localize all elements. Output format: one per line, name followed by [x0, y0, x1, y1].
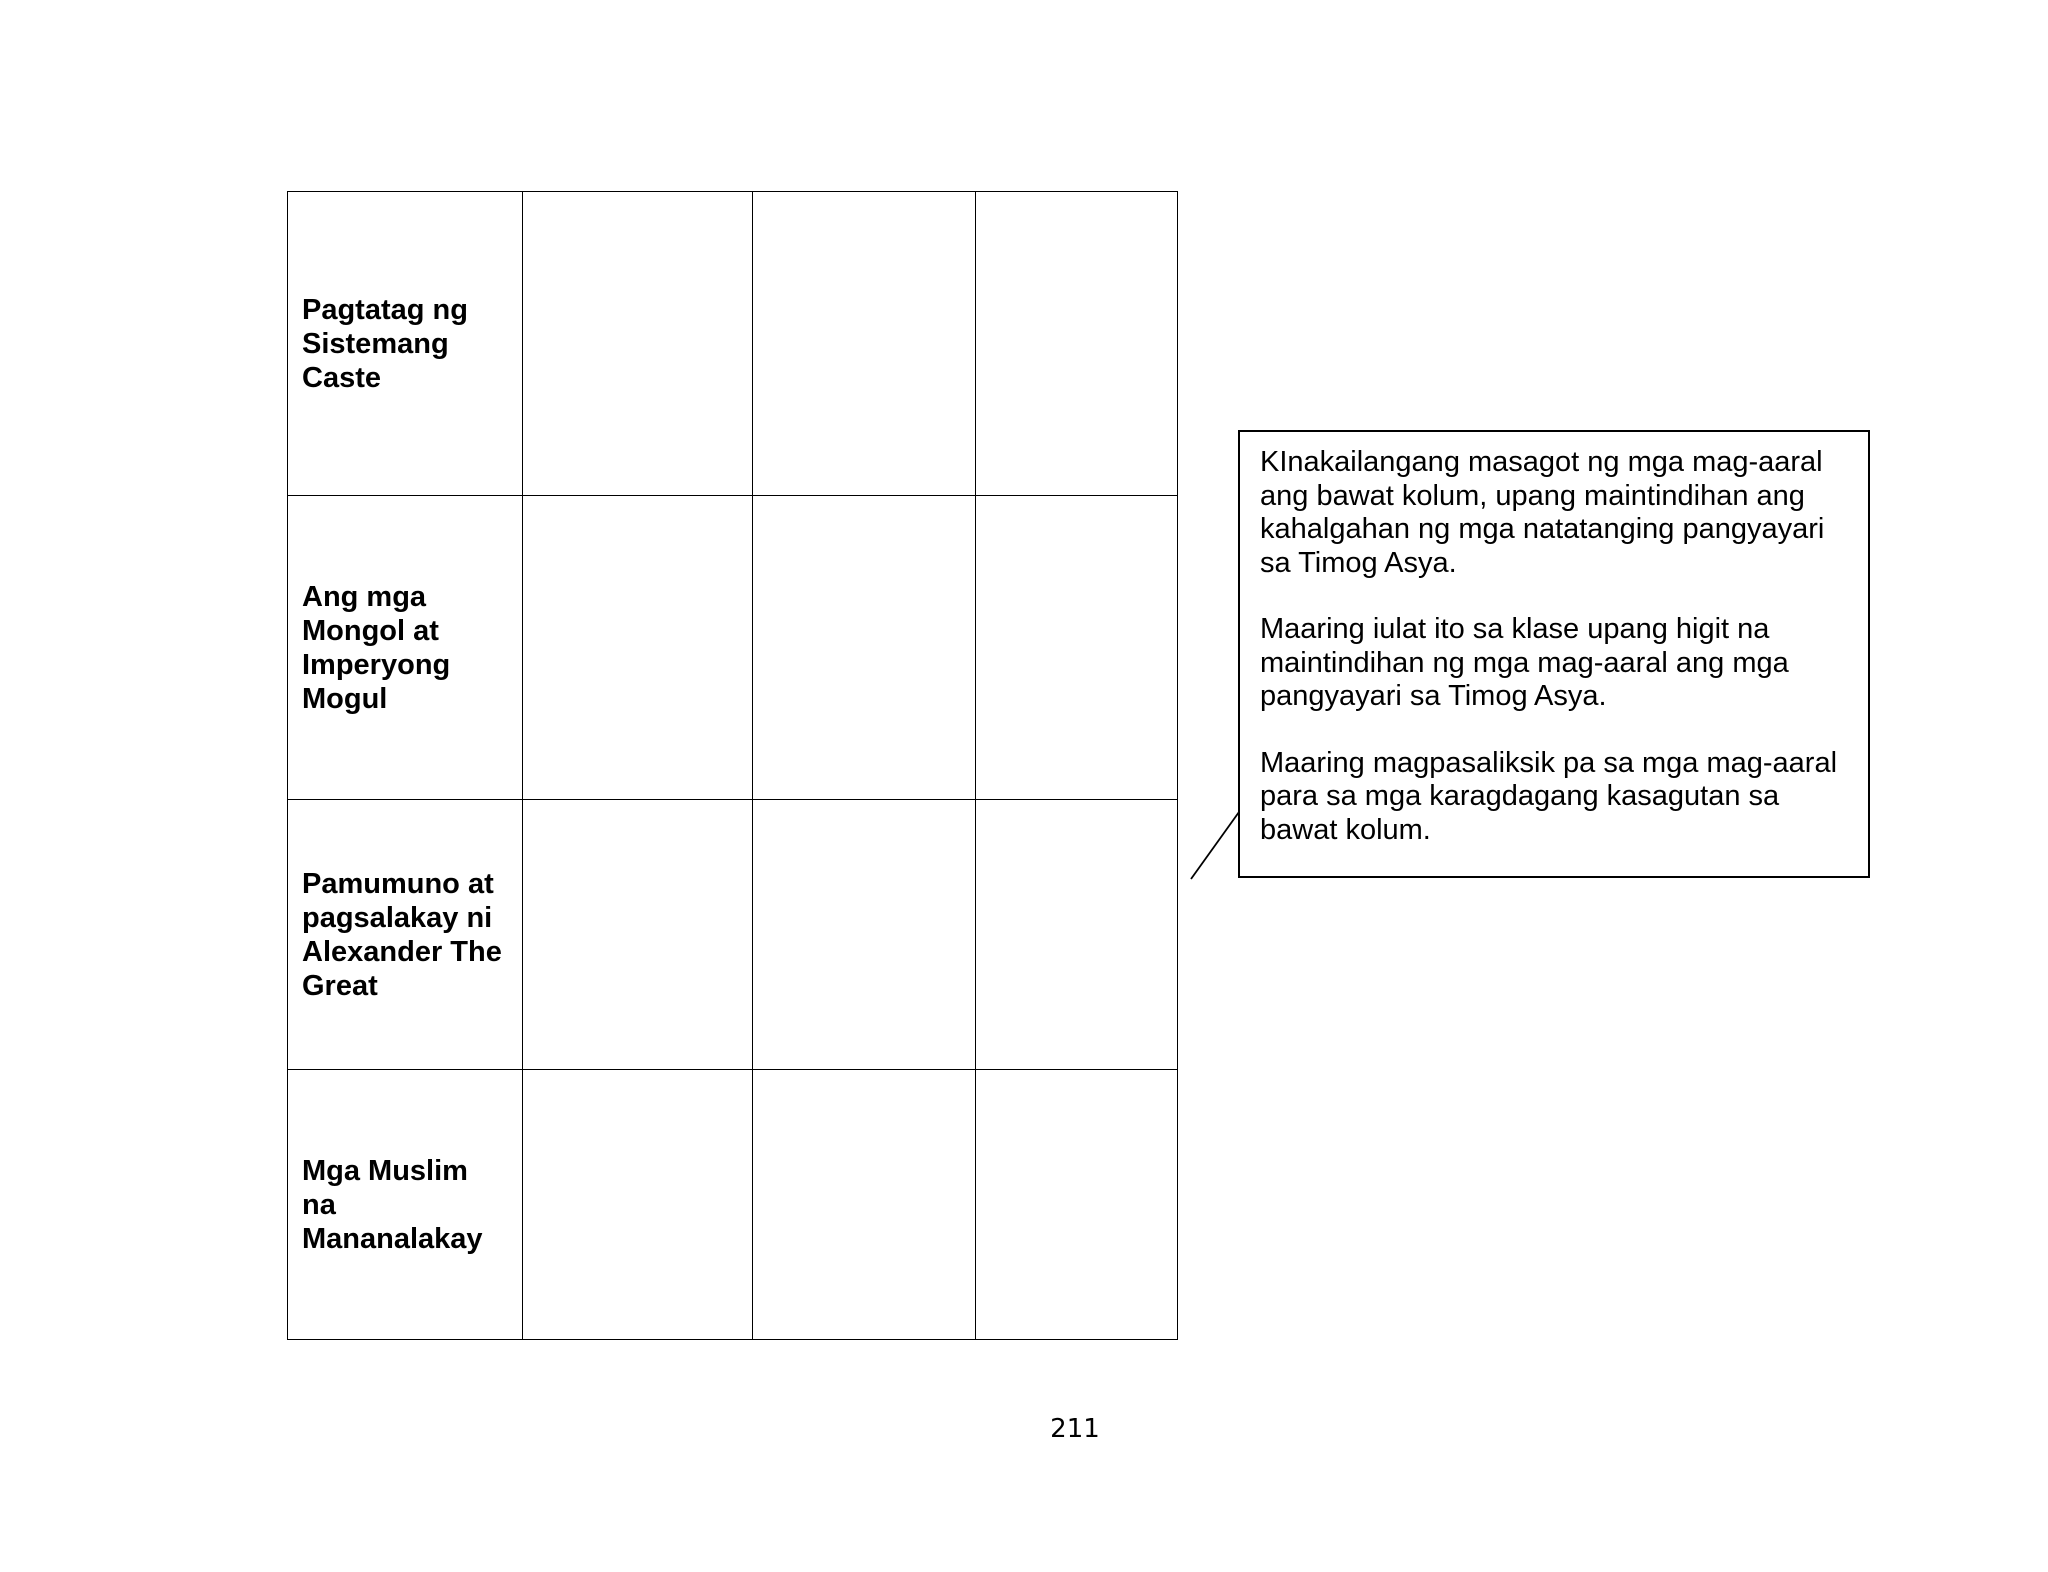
row-label: Mga Muslim na Mananalakay — [302, 1154, 483, 1255]
answer-cell — [976, 800, 1178, 1070]
row-label: Pagtatag ng Sistemang Caste — [302, 293, 468, 394]
callout-paragraph: Maaring magpasaliksik pa sa mga mag-aaral para sa mga karagdagang kasagutan sa bawat kolum. — [1260, 746, 1838, 846]
answer-cell — [753, 800, 976, 1070]
answer-cell — [976, 192, 1178, 496]
table-row — [288, 1070, 1178, 1340]
answer-cell — [753, 1070, 976, 1340]
callout-paragraph: Maaring iulat ito sa klase upang higit na maintindihan ng mga mag-aaral ang mga pangyayari sa Timog Asya. — [1260, 613, 1789, 712]
table-row — [288, 192, 1178, 496]
answer-cell — [753, 496, 976, 800]
answer-cell — [976, 1070, 1178, 1340]
answer-cell — [976, 496, 1178, 800]
row-label: Pamumuno at pagsalakay ni Alexander The Great — [302, 867, 502, 1002]
page-number: 211 — [1050, 1414, 1100, 1444]
row-label-cell — [288, 496, 523, 800]
callout-note-box — [1238, 430, 1870, 878]
row-label-cell — [288, 192, 523, 496]
table-row — [288, 496, 1178, 800]
row-label: Ang mga Mongol at Imperyong Mogul — [302, 580, 451, 715]
answer-cell — [523, 800, 753, 1070]
answer-cell — [523, 192, 753, 496]
table-row — [288, 800, 1178, 1070]
answer-cell — [523, 1070, 753, 1340]
row-label-cell — [288, 1070, 523, 1340]
answer-cell — [523, 496, 753, 800]
worksheet-table — [287, 191, 1178, 1340]
row-label-cell — [288, 800, 523, 1070]
answer-cell — [753, 192, 976, 496]
callout-paragraph: KInakailangang masagot ng mga mag-aaral ang bawat kolum, upang maintindihan ang kahalgahan ng mga natatanging pangyayari sa Timog Asya. — [1260, 446, 1825, 579]
